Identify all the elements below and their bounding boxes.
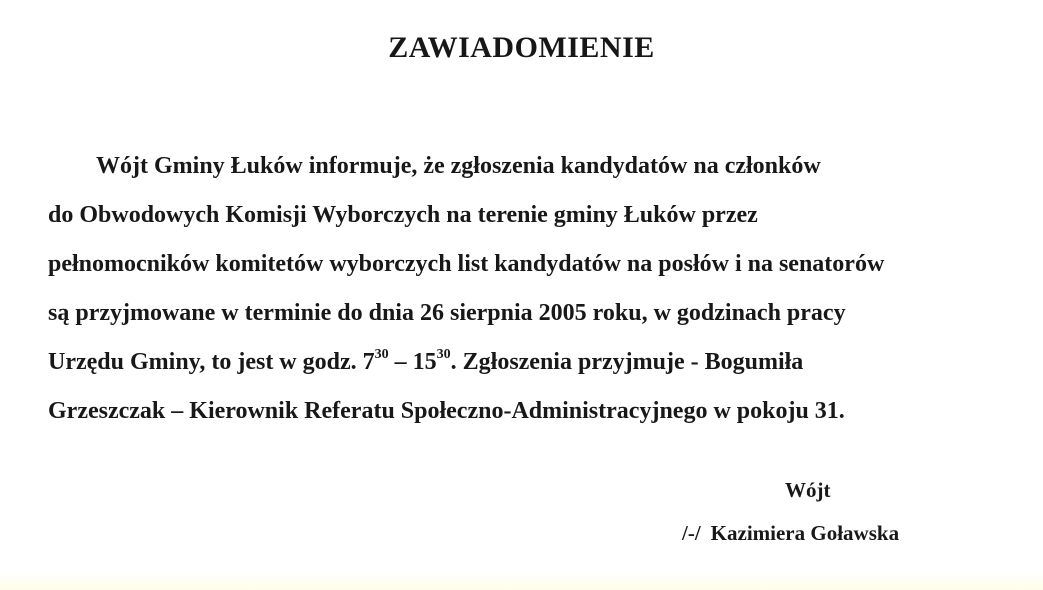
start-minutes: 30 <box>374 347 389 362</box>
signature-title: Wójt <box>785 478 831 502</box>
office-hours-prefix: Urzędu Gminy, to jest w godz. <box>48 349 363 375</box>
end-hour: 15 <box>412 349 437 375</box>
body-line-6: Grzeszczak – Kierownik Referatu Społeczno-Administracyjnego w pokoju 31. <box>48 398 845 424</box>
signature-block <box>682 521 899 546</box>
signatory-name: Kazimiera Goławska <box>710 521 900 545</box>
start-hour: 7 <box>362 349 375 375</box>
document-title: ZAWIADOMIENIE <box>388 31 655 64</box>
body-line-5 <box>48 338 1028 387</box>
office-hours-suffix: . Zgłoszenia przyjmuje - Bogumiła <box>450 349 804 375</box>
notice-body <box>48 142 1028 436</box>
body-line-1: Wójt Gminy Łuków informuje, że zgłoszenia kandydatów na członków <box>96 153 821 179</box>
body-line-2: do Obwodowych Komisji Wyborczych na terenie gminy Łuków przez <box>48 202 758 228</box>
end-minutes: 30 <box>436 347 451 362</box>
hours-dash: – <box>388 349 413 375</box>
body-line-3: pełnomocników komitetów wyborczych list kandydatów na posłów i na senatorów <box>48 251 885 277</box>
signature-mark: /-/ <box>682 521 701 545</box>
body-line-4: są przyjmowane w terminie do dnia 26 sierpnia 2005 roku, w godzinach pracy <box>48 300 846 326</box>
